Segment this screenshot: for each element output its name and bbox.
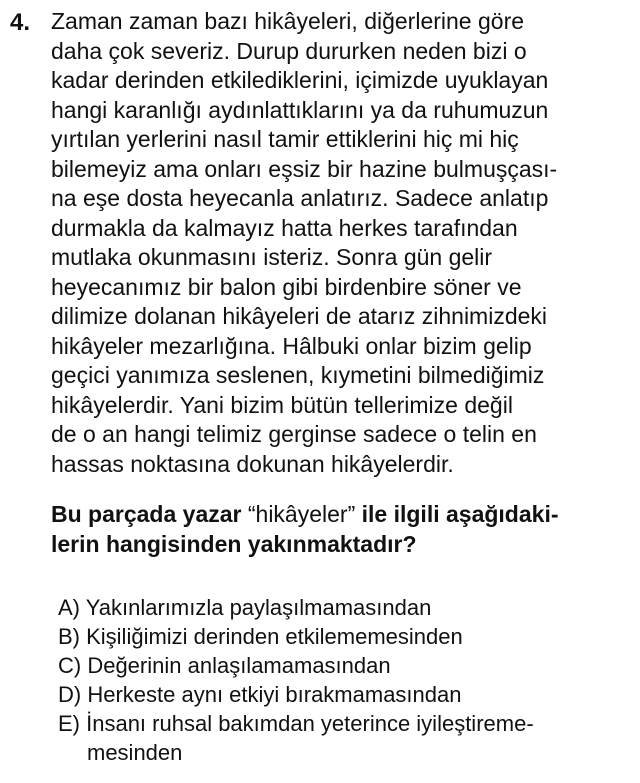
- passage-line: hikâyeler mezarlığına. Hâlbuki onlar bizim gelip: [51, 332, 532, 359]
- prompt-line-1: [51, 499, 626, 529]
- passage-line: mutlaka okunmasını isteriz. Sonra gün gelir: [51, 244, 493, 270]
- passage-line: hassas noktasına dokunan hikâyelerdir.: [51, 450, 454, 477]
- option-b[interactable]: B) Kişiliğimizi derinden etkilememesinden: [58, 624, 463, 649]
- prompt-line-2: lerin hangisinden yakınmaktadır?: [51, 531, 417, 557]
- passage-line: hikâyelerdir. Yani bizim bütün tellerimize değil: [51, 391, 513, 418]
- passage-line: na eşe dosta heyecanla anlatırız. Sadece anlatıp: [51, 185, 549, 211]
- passage-line: Zaman zaman bazı hikâyeleri, diğerlerine göre: [51, 8, 525, 34]
- passage-line: de o an hangi telimiz gerginse sadece o telin en: [51, 421, 537, 447]
- passage-line: yırtılan yerlerini nasıl tamir ettiklerini hiç mi hiç: [51, 126, 519, 152]
- answer-options: [58, 593, 628, 767]
- passage-line: daha çok severiz. Durup dururken neden bizi o: [51, 37, 527, 64]
- passage-line: heyecanımız bir balon gibi birdenbire söner ve: [51, 273, 522, 300]
- prompt-text-bold: ile ilgili aşağıdaki-: [355, 501, 559, 527]
- option-c[interactable]: C) Değerinin anlaşılamamasından: [58, 653, 391, 678]
- prompt-quoted-term: “hikâyeler”: [247, 501, 356, 527]
- prompt-text-bold: Bu parçada yazar: [51, 501, 248, 527]
- passage-line: durmakla da kalmayız hatta herkes tarafından: [51, 214, 518, 241]
- question-prompt: [51, 499, 626, 559]
- passage-line: bilemeyiz ama onları eşsiz bir hazine bulmuşçası-: [51, 155, 558, 182]
- option-e[interactable]: E) İnsanı ruhsal bakımdan yeterince iyileştireme-: [58, 711, 534, 736]
- question-number: 4.: [10, 9, 31, 36]
- passage-line: kadar derinden etkilediklerini, içimizde uyuklayan: [51, 67, 549, 93]
- passage-line: hangi karanlığı aydınlattıklarını ya da ruhumuzun: [51, 96, 549, 123]
- option-a[interactable]: A) Yakınlarımızla paylaşılmamasından: [58, 595, 432, 620]
- option-e-continuation[interactable]: mesinden: [87, 740, 183, 765]
- passage-line: geçici yanımıza seslenen, kıymetini bilmediğimiz: [51, 362, 545, 388]
- option-d[interactable]: D) Herkeste aynı etkiyi bırakmamasından: [58, 682, 462, 707]
- passage-text: [51, 7, 626, 479]
- passage-line: dilimize dolanan hikâyeleri de atarız zihnimizdeki: [51, 303, 548, 329]
